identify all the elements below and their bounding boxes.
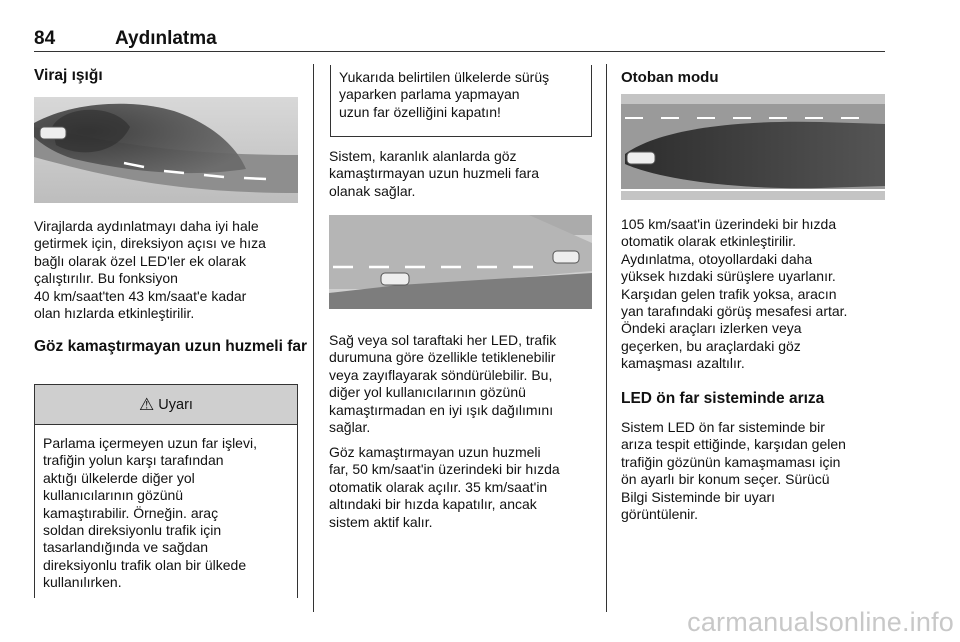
heading-led-fault: LED ön far sisteminde arıza xyxy=(621,390,825,407)
header-rule xyxy=(34,51,885,52)
page-number: 84 xyxy=(34,28,56,49)
paragraph-led-fault: Sistem LED ön far sisteminde bir arıza tespit ettiğinde, karşıdan gelen trafiğin gözünün kamaşmaması için ön ayarlı bir konum seçer. Sürücü Bilgi Sisteminde bir uyarı görüntülenir. xyxy=(621,419,846,523)
warning-header xyxy=(35,385,297,425)
page-title: Aydınlatma xyxy=(115,28,217,49)
motorway-illustration xyxy=(621,94,885,200)
warning-box xyxy=(34,384,298,598)
column-divider-right xyxy=(606,64,607,612)
paragraph-led: Sağ veya sol taraftaki her LED, trafik durumuna göre özellikle tetiklenebilir veya zayıflayarak söndürülebilir. Bu, diğer yol kullanıcılarının gözünü kamaştırmadan en iyi ışık dağılımını sağlar. xyxy=(329,332,557,436)
bending-light-illustration xyxy=(34,97,298,203)
watermark: carmanualsonline.info xyxy=(687,607,954,637)
column-divider-left xyxy=(313,64,314,612)
warning-triangle-icon: ⚠ xyxy=(139,395,155,414)
paragraph-motorway-mode: 105 km/saat'in üzerindeki bir hızda otomatik olarak etkinleştirilir. Aydınlatma, otoyollardaki daha yüksek hızdaki sürüşlere uyarlanır. Karşıdan gelen trafik yoksa, aracın yan tarafındaki görüş mesafesi artar. Öndeki araçları izlerken veya geçerken, bu araçlardaki göz kamaşması azaltılır. xyxy=(621,216,848,372)
paragraph-system: Sistem, karanlık alanlarda göz kamaştırmayan uzun huzmeli fara olanak sağlar. xyxy=(329,148,540,199)
note-box: Yukarıda belirtilen ülkelerde sürüş yaparken parlama yapmayan uzun far özelliğini kapatın! xyxy=(330,65,592,137)
warning-text: Parlama içermeyen uzun far işlevi, trafiğin yolun karşı tarafından aktığı ülkelerde diğer yol kullanıcılarının gözünü kamaştırabilir. Örneğin. araç soldan direksiyonlu trafik için tasarlandığında ve sağdan direksiyonlu trafik olan bir ülkede kullanılırken. xyxy=(43,435,257,591)
warning-title: Uyarı xyxy=(158,396,193,413)
heading-motorway-mode: Otoban modu xyxy=(621,69,719,86)
heading-bending-light: Viraj ışığı xyxy=(34,67,103,84)
paragraph-activation: Göz kamaştırmayan uzun huzmeli far, 50 km/saat'in üzerindeki bir hızda otomatik olarak açılır. 35 km/saat'in altındaki bir hızda kapatılır, ancak sistem aktif kalır. xyxy=(329,444,560,530)
paragraph-bending-light: Virajlarda aydınlatmayı daha iyi hale getirmek için, direksiyon açısı ve hıza bağlı olarak özel LED'ler ek olarak çalıştırılır. Bu fonksiyon 40 km/saat'ten 43 km/saat'e kadar olan hızlarda etkinleştirilir. xyxy=(34,218,266,322)
glare-free-illustration xyxy=(329,215,592,309)
heading-glare-free: Göz kamaştırmayan uzun huzmeli far xyxy=(34,338,308,355)
